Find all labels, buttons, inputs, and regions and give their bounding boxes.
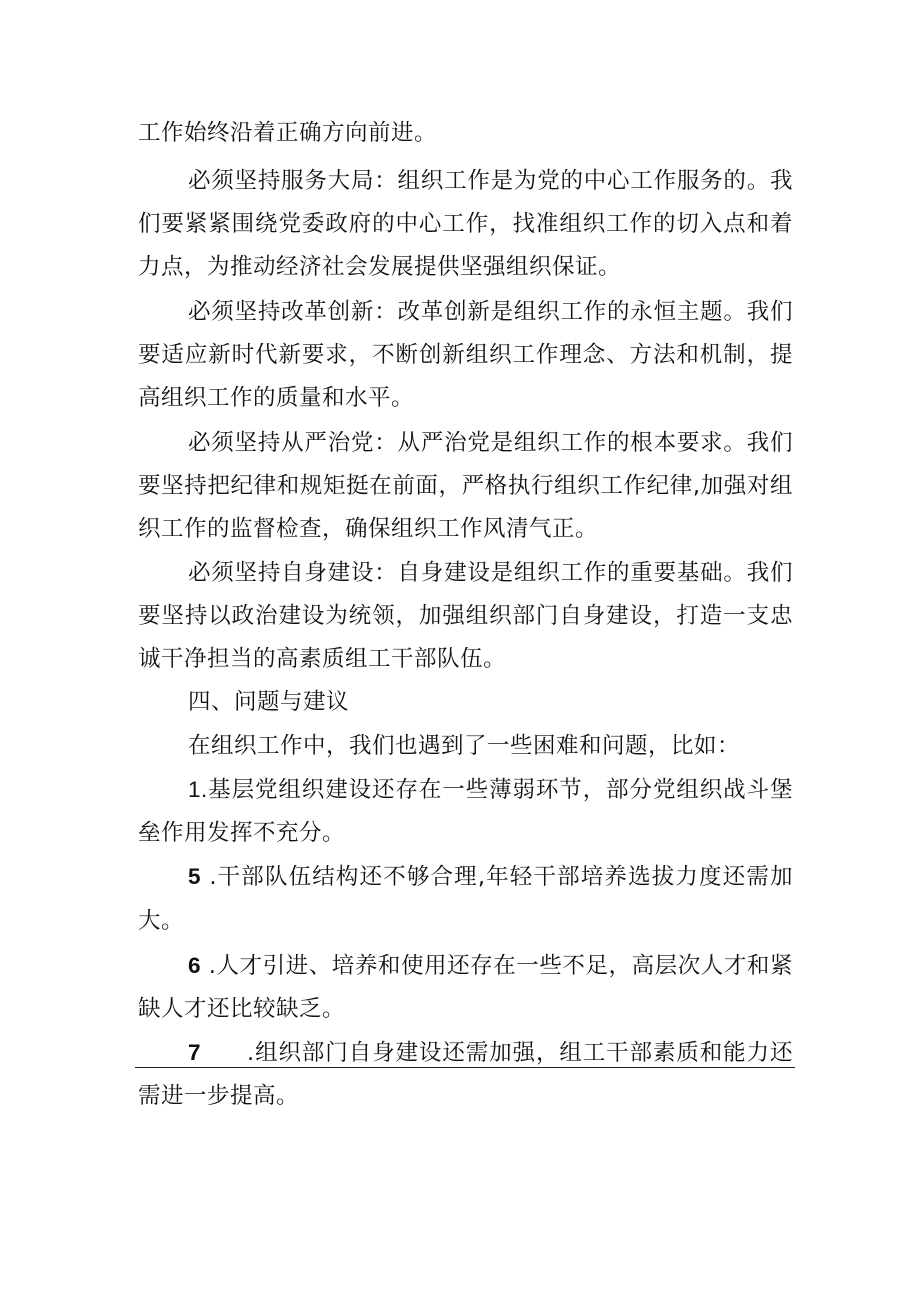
- list-item-text: 基层党组织建设还存在一些薄弱环节，部分党组织战斗堡: [207, 777, 793, 803]
- list-item-1-line1: [188, 774, 793, 806]
- list-item-number: 7: [188, 1040, 202, 1065]
- paragraph-serve-overall-line1: 必须坚持服务大局：组织工作是为党的中心工作服务的。我: [188, 168, 793, 194]
- text-line: 工作始终沿着正确方向前进。: [138, 120, 438, 146]
- list-item-7-line2: 需进一步提高。: [138, 1083, 300, 1109]
- list-item-6-line2: 缺人才还比较缺乏。: [138, 996, 346, 1022]
- paragraph-strict-line1: 必须坚持从严治党：从严治党是组织工作的根本要求。我们: [188, 430, 793, 456]
- list-item-text: .组织部门自身建设还需加强，组工干部素质和能力还: [247, 1040, 793, 1066]
- paragraph-self-build-line1: 必须坚持自身建设：自身建设是组织工作的重要基础。我们: [188, 560, 793, 586]
- paragraph-self-build-line2: 要坚持以政治建设为统领，加强组织部门自身建设，打造一支忠: [138, 603, 793, 629]
- list-item-text: .干部队伍结构还不够合理,年轻干部培养选拔力度还需加: [209, 864, 793, 890]
- paragraph-reform-line1: 必须坚持改革创新：改革创新是组织工作的永恒主题。我们: [188, 299, 793, 325]
- paragraph-strict-line2: 要坚持把纪律和规矩挺在前面，严格执行组织工作纪律,加强对组: [138, 473, 793, 499]
- section-heading: 四、问题与建议: [188, 689, 350, 715]
- paragraph-serve-overall-line2: 们要紧紧围绕党委政府的中心工作，找准组织工作的切入点和着: [138, 211, 793, 237]
- paragraph-reform-line2: 要适应新时代新要求，不断创新组织工作理念、方法和机制，提: [138, 342, 793, 368]
- list-item-number: 6: [188, 953, 202, 978]
- paragraph-serve-overall-line3: 力点，为推动经济社会发展提供坚强组织保证。: [138, 254, 622, 280]
- paragraph-self-build-line3: 诚干净担当的高素质组工干部队伍。: [138, 646, 507, 672]
- list-item-text: .人才引进、培养和使用还存在一些不足，高层次人才和紧: [208, 953, 793, 979]
- list-item-1-line2: 垒作用发挥不充分。: [138, 820, 346, 846]
- list-item-5-line2: 大。: [138, 908, 185, 934]
- underline-rule: [135, 1067, 795, 1068]
- list-item-7-line1: [188, 1037, 793, 1069]
- list-item-6-line1: [188, 950, 793, 982]
- paragraph-reform-line3: 高组织工作的质量和水平。: [138, 385, 415, 411]
- intro-line: 在组织工作中，我们也遇到了一些困难和问题，比如：: [188, 733, 741, 759]
- paragraph-strict-line3: 织工作的监督检查，确保组织工作风清气正。: [138, 516, 599, 542]
- list-item-number: 1.: [188, 777, 208, 802]
- list-item-number: 5: [188, 864, 202, 889]
- list-item-5-line1: [188, 861, 793, 893]
